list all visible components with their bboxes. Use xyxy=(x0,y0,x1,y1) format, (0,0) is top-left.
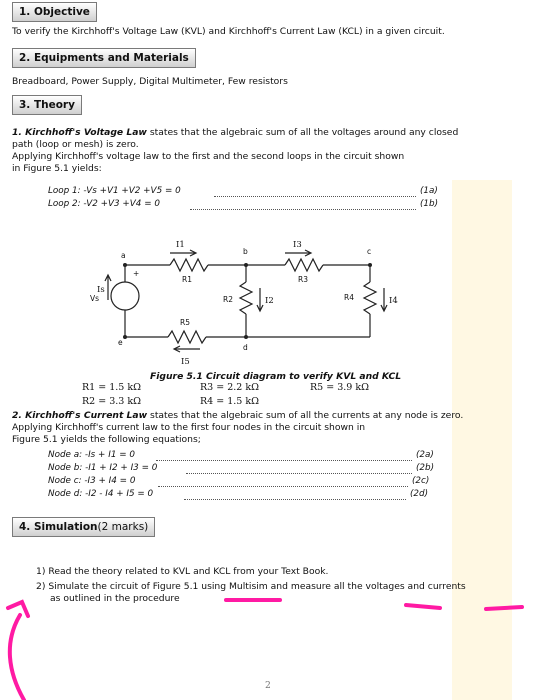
r4-value: R4 = 1.5 kΩ xyxy=(200,396,259,407)
kcl-title: 2. Kirchhoff's Current Law xyxy=(12,410,148,421)
node-c-tag: (2c) xyxy=(412,476,430,486)
i1-label: I1 xyxy=(176,240,185,250)
loop2-tag: (1b) xyxy=(420,199,439,209)
theory-heading: 3. Theory xyxy=(12,95,82,115)
kvl-text-3: Applying Kirchhoff's voltage law to the first and the second loops in the circuit shown xyxy=(12,151,405,162)
simulation-heading: 4. Simulation xyxy=(19,521,98,533)
node-a-equation: Node a: -Is + I1 = 0 xyxy=(48,450,135,460)
equipment-text: Breadboard, Power Supply, Digital Multimeter, Few resistors xyxy=(12,76,288,87)
loop1-tag: (1a) xyxy=(420,186,438,196)
kvl-title: 1. Kirchhoff's Voltage Law xyxy=(12,127,147,138)
kvl-text-4: in Figure 5.1 yields: xyxy=(12,163,102,174)
figure-caption: Figure 5.1 Circuit diagram to verify KVL and KCL xyxy=(150,371,402,382)
source-plus-sign: + xyxy=(133,269,140,278)
objective-text: To verify the Kirchhoff's Voltage Law (KVL) and Kirchhoff's Current Law (KCL) in a given circuit. xyxy=(12,26,445,37)
node-d-tag: (2d) xyxy=(410,489,429,499)
kcl-text-3: Figure 5.1 yields the following equations; xyxy=(12,434,201,445)
node-a-tag: (2a) xyxy=(416,450,434,460)
r3-label: R3 xyxy=(298,275,308,284)
node-c-label: c xyxy=(367,247,372,256)
vs-label: Vs xyxy=(90,294,100,303)
node-b-tag: (2b) xyxy=(416,463,435,473)
page-number: 2 xyxy=(265,680,271,691)
simulation-item-2-cont: as outlined in the procedure xyxy=(50,593,180,604)
loop2-equation: Loop 2: -V2 +V3 +V4 = 0 xyxy=(48,199,160,209)
kcl-text-1: states that the algebraic sum of all the currents at any node is zero. xyxy=(147,410,464,421)
node-d-label: d xyxy=(243,343,248,352)
r1-value: R1 = 1.5 kΩ xyxy=(82,382,141,393)
simulation-item-1: 1) Read the theory related to KVL and KCL from your Text Book. xyxy=(36,566,329,577)
node-d-equation: Node d: -I2 - I4 + I5 = 0 xyxy=(48,489,154,499)
is-label: Is xyxy=(97,285,105,295)
r2-label: R2 xyxy=(223,295,233,304)
r5-value: R5 = 3.9 kΩ xyxy=(310,382,369,393)
simulation-marks: (2 marks) xyxy=(97,521,149,533)
kcl-text-2: Applying Kirchhoff's current law to the first four nodes in the circuit shown in xyxy=(12,422,366,433)
node-b-label: b xyxy=(243,247,248,256)
r4-label: R4 xyxy=(344,293,354,302)
node-a-label: a xyxy=(121,251,126,260)
equipment-heading: 2. Equipments and Materials xyxy=(12,48,196,68)
node-b-equation: Node b: -I1 + I2 + I3 = 0 xyxy=(48,463,158,473)
r3-value: R3 = 2.2 kΩ xyxy=(200,382,259,393)
kvl-text-2: path (loop or mesh) is zero. xyxy=(12,139,139,150)
r1-label: R1 xyxy=(182,275,192,284)
simulation-item-2: 2) Simulate the circuit of Figure 5.1 using Multisim and measure all the voltages and currents xyxy=(36,581,466,592)
node-e-label: e xyxy=(118,338,123,347)
node-c-equation: Node c: -I3 + I4 = 0 xyxy=(48,476,136,486)
i2-label: I2 xyxy=(265,296,274,306)
kvl-text-1: states that the algebraic sum of all the voltages around any closed xyxy=(146,127,459,138)
loop1-equation: Loop 1: -Vs +V1 +V2 +V5 = 0 xyxy=(48,186,181,196)
i5-label: I5 xyxy=(181,357,190,367)
i4-label: I4 xyxy=(389,296,398,306)
r2-value: R2 = 3.3 kΩ xyxy=(82,396,141,407)
objective-heading: 1. Objective xyxy=(12,2,97,22)
i3-label: I3 xyxy=(293,240,302,250)
r5-label: R5 xyxy=(180,318,190,327)
